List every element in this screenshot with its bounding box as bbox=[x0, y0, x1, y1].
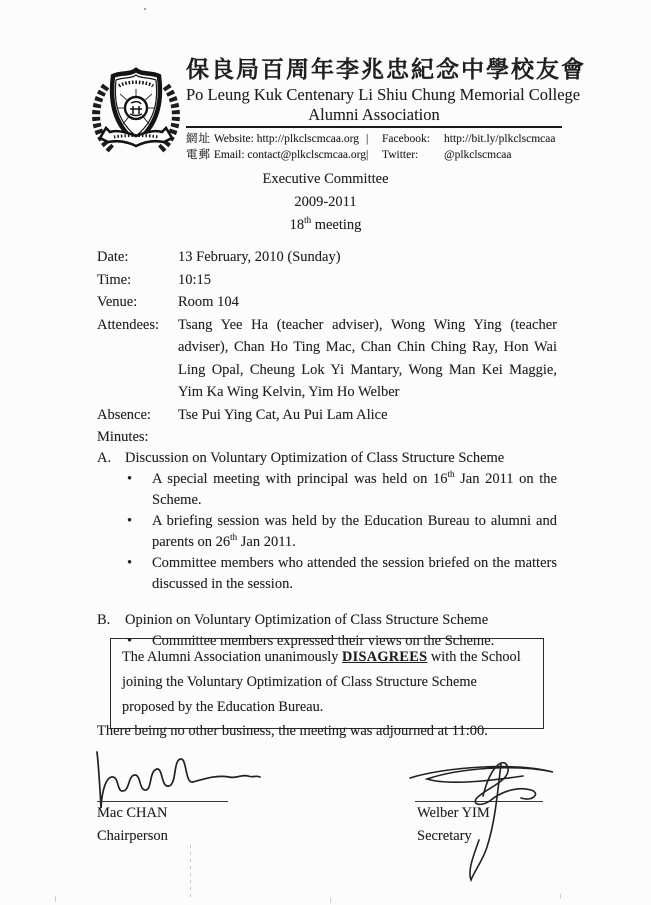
detail-row-time bbox=[97, 269, 557, 292]
org-title-english: Po Leung Kuk Centenary Li Shiu Chung Memorial College bbox=[186, 85, 581, 104]
scan-edge-mark bbox=[560, 894, 561, 899]
date-label: Date: bbox=[97, 249, 129, 265]
bullet-glyph: • bbox=[127, 471, 133, 487]
section-a-letter: A. bbox=[97, 450, 112, 466]
absence-label: Absence: bbox=[97, 406, 151, 423]
contact-row-email bbox=[186, 147, 562, 163]
adjournment-line: There being no other business, the meeting was adjourned at 11:00. bbox=[97, 723, 488, 739]
meeting-number bbox=[0, 214, 651, 237]
detail-row-attendees bbox=[97, 314, 557, 404]
bullet-item bbox=[127, 469, 557, 511]
bullet-item bbox=[127, 553, 557, 595]
ordinal-sup: th bbox=[447, 469, 455, 480]
absence-value: Tse Pui Ying Cat, Au Pui Lam Alice bbox=[178, 406, 388, 423]
org-title-chinese: 保良局百周年李兆忠紀念中學校友會 bbox=[186, 57, 586, 82]
meeting-word: meeting bbox=[311, 217, 362, 233]
detail-row-date bbox=[97, 246, 557, 269]
bullet-text-pre: A briefing session was held by the Education Bureau to alumni and parents on 26 bbox=[152, 513, 557, 550]
website-row-text bbox=[186, 131, 364, 147]
ordinal-sup: th bbox=[230, 532, 238, 543]
committee-name: Executive Committee bbox=[262, 171, 389, 187]
section-b-title bbox=[97, 610, 557, 631]
section-a-bullets bbox=[127, 469, 557, 595]
org-subtitle: Alumni Association bbox=[308, 105, 440, 124]
separator: | bbox=[366, 133, 369, 145]
time-value: 10:15 bbox=[178, 271, 212, 288]
bullet-text bbox=[152, 469, 557, 511]
bullet-text-post: Jan 2011. bbox=[237, 534, 296, 550]
resolution-box bbox=[110, 638, 544, 729]
section-a-title bbox=[97, 448, 557, 469]
detail-row-venue bbox=[97, 291, 557, 314]
resolution-pre: The Alumni Association unanimously bbox=[122, 649, 343, 665]
section-b-letter: B. bbox=[97, 612, 111, 628]
section-b-text: Opinion on Voluntary Optimization of Class Structure Scheme bbox=[125, 612, 489, 628]
bullet-text bbox=[152, 553, 557, 595]
minutes-heading: Minutes: bbox=[97, 429, 149, 445]
resolution-post: with the School joining the Voluntary Optimization of Class Structure Scheme proposed by the Education Bureau. bbox=[122, 649, 521, 715]
meeting-details bbox=[97, 246, 557, 426]
twitter-value: @plkclscmcaa bbox=[444, 149, 512, 161]
email-label-value: Email: contact@plkclscmcaa.org bbox=[213, 149, 367, 161]
chairperson-role: Chairperson bbox=[97, 828, 168, 844]
attendees-value: Tsang Yee Ha (teacher adviser), Wong Wing Ying (teacher adviser), Chan Ho Ting Mac, Chan Chin Ching Ray, Hon Wai Ling Opal, Cheung Lok Yi Mantary, Wong Man Kei Maggie, Yim Ka Wing Kelvin, Yim Ho Welber bbox=[178, 316, 557, 400]
meeting-title-block bbox=[0, 168, 651, 237]
bullet-glyph: • bbox=[127, 513, 133, 529]
fold-mark bbox=[190, 845, 191, 897]
bullet-glyph: • bbox=[127, 555, 133, 571]
bullet-text bbox=[152, 511, 557, 553]
meeting-number-value: 18 bbox=[289, 217, 305, 233]
date-value: 13 February, 2010 (Sunday) bbox=[178, 249, 341, 265]
email-label-zh: 電郵 bbox=[186, 149, 211, 161]
resolution-emphasis: DISAGREES bbox=[342, 649, 428, 665]
school-crest-logo bbox=[86, 62, 186, 162]
email-row-text bbox=[186, 147, 367, 163]
bullet-text-post: Jan 2011 on the Scheme. bbox=[152, 471, 557, 508]
minutes-section bbox=[97, 427, 557, 652]
header-divider bbox=[186, 126, 562, 128]
secretary-signature-line bbox=[415, 801, 543, 802]
bullet-text-pre: Committee members expressed their views on the Scheme. bbox=[152, 633, 495, 649]
attendees-label: Attendees: bbox=[97, 316, 160, 333]
bullet-text-pre: Committee members who attended the session briefed on the matters discussed in the session. bbox=[152, 555, 557, 592]
bullet-glyph: • bbox=[127, 633, 133, 649]
facebook-label: Facebook: bbox=[382, 133, 430, 145]
detail-row-absence bbox=[97, 404, 557, 427]
twitter-label: Twitter: bbox=[382, 149, 419, 161]
secretary-role: Secretary bbox=[417, 828, 472, 844]
section-a-text: Discussion on Voluntary Optimization of Class Structure Scheme bbox=[125, 450, 505, 466]
venue-value: Room 104 bbox=[178, 294, 239, 310]
contact-row-website bbox=[186, 131, 562, 147]
website-label-value: Website: http://plkclscmcaa.org bbox=[213, 133, 360, 145]
secretary-name: Welber YIM bbox=[417, 805, 490, 821]
bullet-item bbox=[127, 511, 557, 553]
time-label: Time: bbox=[97, 271, 132, 288]
letterhead bbox=[186, 55, 586, 163]
facebook-value: http://bit.ly/plkclscmcaa bbox=[444, 133, 556, 145]
scan-edge-mark bbox=[55, 896, 56, 902]
separator: | bbox=[366, 149, 369, 161]
meeting-number-ordinal: th bbox=[304, 215, 312, 226]
website-label-zh: 網址 bbox=[186, 133, 211, 145]
committee-term: 2009-2011 bbox=[294, 194, 357, 210]
chairperson-signature-line bbox=[97, 801, 228, 802]
chairperson-name: Mac CHAN bbox=[97, 805, 168, 821]
scan-edge-mark bbox=[330, 898, 331, 903]
scan-speck bbox=[144, 8, 146, 10]
bullet-text-pre: A special meeting with principal was held on 16 bbox=[152, 471, 448, 487]
venue-label: Venue: bbox=[97, 294, 138, 310]
contact-block bbox=[186, 131, 562, 163]
